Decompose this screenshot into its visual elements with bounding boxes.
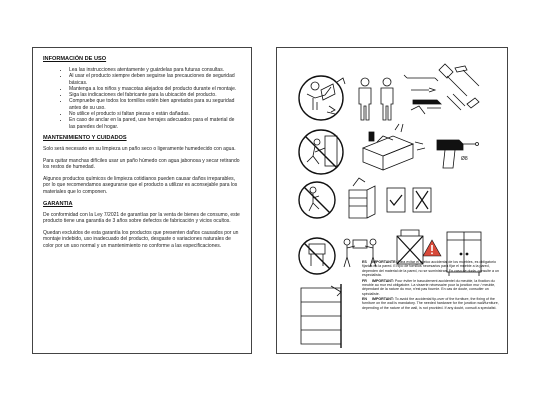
left-page [32, 47, 252, 354]
important-label: IMPORTANT: [372, 278, 394, 283]
language-code: FR [362, 278, 367, 283]
section-title-maintenance: MANTENIMIENTO Y CUIDADOS [43, 134, 127, 141]
usage-item: • Al usar el producto siempre deben seguirse las precauciones de seguridad básicas. [69, 73, 242, 86]
important-label: IMPORTANT: [372, 297, 394, 302]
language-code: ES [362, 260, 367, 264]
usage-item: • Compruebe que todos los tornillos estén bien apretados para su seguridad antes de su uso. [69, 98, 242, 111]
language-code: EN [362, 297, 367, 302]
wall-anchor-icon [301, 284, 341, 348]
drill-size-label: Ø8 [461, 156, 468, 162]
warning-es [362, 260, 504, 277]
no-climbing-icon [299, 130, 343, 174]
no-overload-icon [299, 238, 335, 274]
usage-item: • En caso de anclar en la pared, use herrajes adecuados para el material de las paredes del hogar. [69, 117, 242, 130]
maintenance-paragraph: Para quitar manchas difíciles usar un paño húmedo con agua jabonosa y secar retirando los restos de humedad. [43, 157, 240, 171]
tools-icon [404, 64, 479, 114]
warning-body: Para evitar el vuelco accidental de los muebles, es obligatorio fijarlos en la pared. El tipo de tornillos necesarios para fijar el mueble a la pared, dependen del material de la pared, no se suministran. En caso de duda, consulte a un especialista. [362, 260, 500, 278]
no-box-icon [397, 230, 423, 264]
maintenance-paragraph: Solo será necesario en su limpieza un paño seco o ligeramente humedecido con agua. [43, 145, 236, 152]
two-persons-icon [359, 78, 393, 120]
warning-fr [362, 279, 504, 296]
toolbox-icon [363, 124, 413, 170]
drill-icon [415, 140, 479, 168]
right-page [276, 47, 508, 354]
usage-item: • Lea las instrucciones atentamente y guárdelas para futuras consultas. [69, 67, 242, 73]
usage-item: • Siga las indicaciones del fabricante para la ubicación del producto. [69, 92, 242, 98]
maintenance-paragraph: Algunos productos químicos de limpieza cotidianos pueden causar daños irreparables, por lo que recomendamos asegurarse que el producto a utilizar es aconsejable para los materiales que lo componen. [43, 175, 238, 195]
read-instructions-icon [299, 76, 345, 120]
warning-body: Pour éviter le basculement accidentel du meuble, la fixation du meuble au mur est obligatoire. La visserie nécessaire pour la jonction mur / meuble, dépendant de la nature du mur, n'est pas fournie. En cas de doute, consulter un spécialiste. [362, 278, 496, 296]
usage-item: • Mantenga a los niños y mascotas alejados del producto durante el montaje. [69, 86, 242, 92]
usage-list [43, 67, 242, 130]
warning-body: To avoid the accidental tip-over of the furniture, the fixing of the furniture on the wall is mandatory. The needed hardware for the junction wall/furniture, depending of the nature of the wall, is not provided. If any doubt, consult a specialist. [362, 297, 499, 310]
tip-over-warning [362, 260, 504, 311]
warning-triangle-icon [423, 240, 441, 256]
warranty-paragraph: De conformidad con la Ley 7/2021 de garantías por la venta de bienes de consumo, este producto tiene una garantía de 3 años sobre defectos de fabricación y vicios ocultos. [43, 211, 240, 225]
section-title-warranty: GARANTIA [43, 200, 73, 207]
important-label: IMPORTANTE: [372, 260, 397, 264]
no-step-icon [299, 182, 335, 218]
section-title-usage: INFORMACIÓN DE USO [43, 56, 107, 62]
warranty-paragraph: Quedan excluidos de esta garantía los productos que presenten daños causados por un montaje indebido, uso inadecuado del producto, desgaste o variaciones naturales de color por un uso normal y un mantenimiento no conforme a las especificaciones. [43, 229, 239, 249]
usage-item: • No utilice el producto si faltan piezas o están dañadas. [69, 111, 242, 117]
drawer-assembly-icon [349, 178, 375, 218]
warning-en [362, 297, 504, 310]
ok-not-ok-icon [387, 188, 431, 212]
